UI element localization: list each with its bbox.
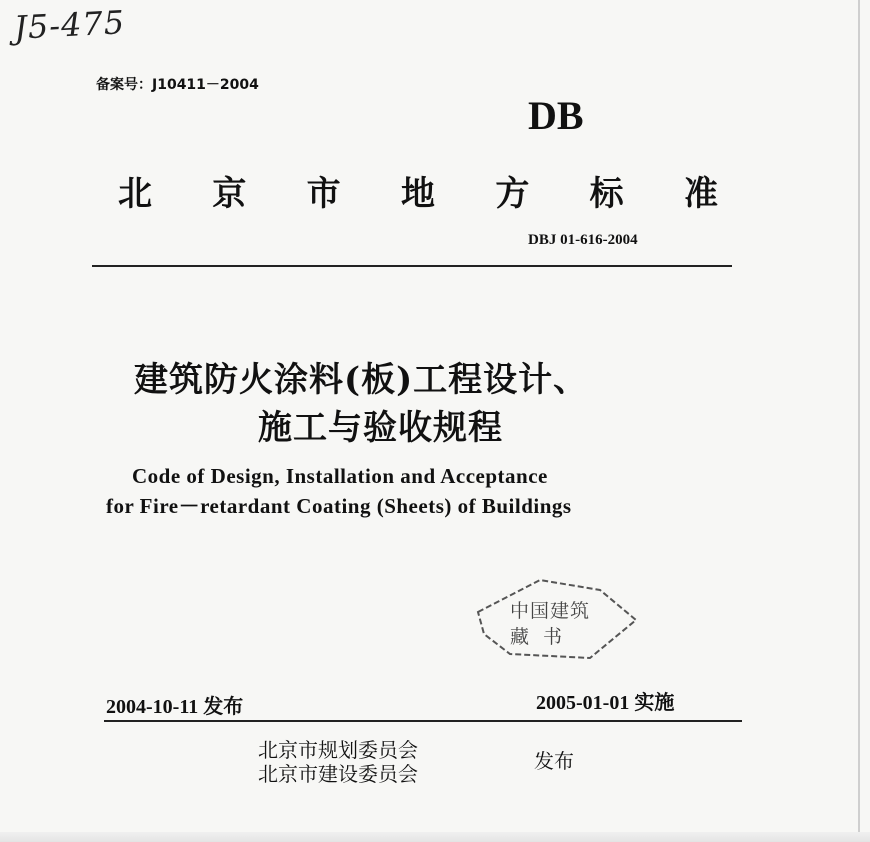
issuer-construction-commission: 北京市建设委员会	[258, 762, 418, 786]
page-edge-right	[858, 0, 860, 842]
standard-type-char: 市	[306, 174, 341, 214]
stamp-text-line-2: 藏书	[510, 626, 577, 648]
standard-type-char: 准	[683, 174, 718, 214]
implementation-date: 2005-01-01 实施	[536, 692, 675, 714]
title-chinese-line-1: 建筑防火涂料(板)工程设计、	[134, 360, 589, 400]
standard-type-char: 标	[589, 174, 624, 214]
handwritten-note: J5-475	[13, 3, 126, 47]
stamp-text-line-1: 中国建筑	[510, 600, 591, 622]
issuer-planning-commission: 北京市规划委员会	[258, 738, 418, 762]
standard-type	[118, 166, 718, 215]
title-english-line-2: for Fire－retardant Coating (Sheets) of Buildings	[106, 494, 572, 518]
title-chinese-line-2: 施工与验收规程	[258, 408, 503, 448]
standard-type-char: 地	[400, 174, 435, 214]
db-mark: DB	[528, 93, 584, 138]
issuer-action: 发布	[534, 749, 574, 773]
top-divider	[92, 265, 732, 267]
standard-number: DBJ 01-616-2004	[528, 232, 638, 248]
standard-type-char: 方	[495, 174, 530, 214]
page-edge-bottom	[0, 832, 870, 842]
title-english-line-1: Code of Design, Installation and Acceptance	[132, 464, 548, 488]
issue-date: 2004-10-11 发布	[106, 696, 244, 718]
standard-type-char: 北	[118, 174, 152, 214]
bottom-divider	[104, 720, 742, 722]
standard-type-char: 京	[212, 174, 247, 214]
record-number: 备案号：J10411－2004	[96, 77, 259, 93]
